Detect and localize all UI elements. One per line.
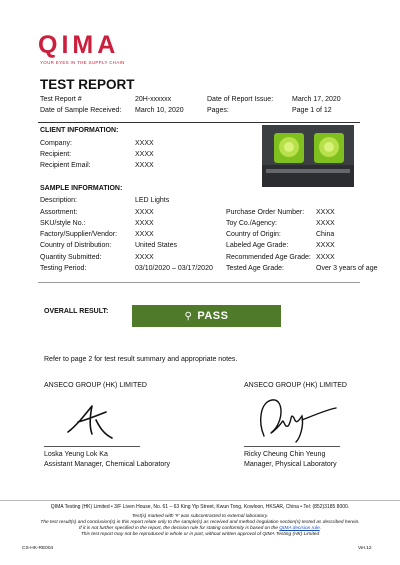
distribution-value: United States xyxy=(135,242,178,249)
pages-label: Pages: xyxy=(207,107,229,114)
footer-note-4: This test report may not be reproduced in whole or in part, without written approval of QIMA Testing (HK) Limited xyxy=(80,532,320,537)
footer-note-3: If it is not further specified in the report, the decision rule for stating conformity is based on the QIMA decision rule. xyxy=(79,526,321,531)
agency-value: XXXX xyxy=(316,220,335,227)
sample-heading: SAMPLE INFORMATION: xyxy=(40,185,123,192)
tested-age-value: Over 3 years of age xyxy=(316,265,378,272)
page-title: TEST REPORT xyxy=(40,77,135,92)
testing-period-label: Testing Period: xyxy=(40,265,87,272)
recommended-age-label: Recommended Age Grade: xyxy=(226,254,311,261)
footer-divider xyxy=(0,500,400,501)
signature-right-role: Manager, Physical Laboratory xyxy=(244,461,337,468)
recommended-age-value: XXXX xyxy=(316,254,335,261)
po-number-value: XXXX xyxy=(316,209,335,216)
pin-icon: ⚲ xyxy=(184,310,193,322)
testing-period-value: 03/10/2020 – 03/17/2020 xyxy=(135,265,213,272)
description-value: LED Lights xyxy=(135,197,170,204)
pass-text: PASS xyxy=(197,310,229,322)
signature-left-name: Loska Yeung Lok Ka xyxy=(44,451,108,458)
sku-label: SKU/style No.: xyxy=(40,220,86,227)
signature-left-company: ANSECO GROUP (HK) LIMITED xyxy=(44,382,147,389)
received-date-label: Date of Sample Received: xyxy=(40,107,122,114)
issue-date-value: March 17, 2020 xyxy=(292,96,341,103)
decision-rule-link[interactable]: QIMA decision rule xyxy=(279,526,320,531)
client-recipient-value: XXXX xyxy=(135,151,154,158)
form-version: Ver.12 xyxy=(358,546,372,551)
signature-right-image xyxy=(250,392,340,446)
header-divider xyxy=(38,122,360,123)
signature-right-line xyxy=(244,446,340,447)
overall-result-label: OVERALL RESULT: xyxy=(44,308,109,315)
signature-left-role: Assistant Manager, Chemical Laboratory xyxy=(44,461,171,468)
sample-photo xyxy=(262,125,354,187)
quantity-value: XXXX xyxy=(135,254,154,261)
origin-value: China xyxy=(316,231,335,238)
footer-note-2: The test result(s) and conclusion(s) in this report relate only to the sample(s) as received and method /regulation section(s) tested as described herein. xyxy=(40,520,360,525)
distribution-label: Country of Distribution: xyxy=(40,242,112,249)
report-number-value: 20H-xxxxxx xyxy=(135,96,172,103)
client-heading: CLIENT INFORMATION: xyxy=(40,127,119,134)
agency-label: Toy Co./Agency: xyxy=(226,220,277,227)
form-code: CS-HK-RE004 xyxy=(22,546,54,551)
client-recipient-label: Recipient: xyxy=(40,151,72,158)
quantity-label: Quantity Submitted: xyxy=(40,254,102,261)
po-number-label: Purchase Order Number: xyxy=(226,209,305,216)
client-email-label: Recipient Email: xyxy=(40,162,91,169)
client-company-label: Company: xyxy=(40,140,72,147)
sku-value: XXXX xyxy=(135,220,154,227)
footer-note-1: Test(s) marked with '#' was subcontracted to external laboratory. xyxy=(131,514,269,519)
qima-logo: QIMA xyxy=(38,31,120,59)
pass-badge xyxy=(132,305,281,327)
pages-value: Page 1 of 12 xyxy=(292,107,332,114)
signature-left-image xyxy=(62,398,122,442)
assortment-label: Assortment: xyxy=(40,209,78,216)
signature-right-name: Ricky Cheung Chin Yeung xyxy=(244,451,326,458)
sample-divider xyxy=(38,282,360,283)
origin-label: Country of Origin: xyxy=(226,231,281,238)
labeled-age-value: XXXX xyxy=(316,242,335,249)
report-number-label: Test Report # xyxy=(40,96,82,103)
client-email-value: XXXX xyxy=(135,162,154,169)
signature-left-line xyxy=(44,446,140,447)
factory-value: XXXX xyxy=(135,231,154,238)
issue-date-label: Date of Report Issue: xyxy=(207,96,274,103)
labeled-age-label: Labeled Age Grade: xyxy=(226,242,289,249)
description-label: Description: xyxy=(40,197,77,204)
assortment-value: XXXX xyxy=(135,209,154,216)
factory-label: Factory/Supplier/Vendor: xyxy=(40,231,118,238)
footer-address: QIMA Testing (HK) Limited • 3/F Liven House, No. 61 – 63 King Yip Street, Kwun Tong, Kowloon, HKSAR, China • Tel: (852)3185 8000. xyxy=(50,504,350,510)
tested-age-label: Tested Age Grade: xyxy=(226,265,284,272)
received-date-value: March 10, 2020 xyxy=(135,107,184,114)
logo-tagline: YOUR EYES IN THE SUPPLY CHAIN xyxy=(40,60,125,65)
signature-right-company: ANSECO GROUP (HK) LIMITED xyxy=(244,382,347,389)
client-company-value: XXXX xyxy=(135,140,154,147)
result-note: Refer to page 2 for test result summary and appropriate notes. xyxy=(44,356,238,363)
